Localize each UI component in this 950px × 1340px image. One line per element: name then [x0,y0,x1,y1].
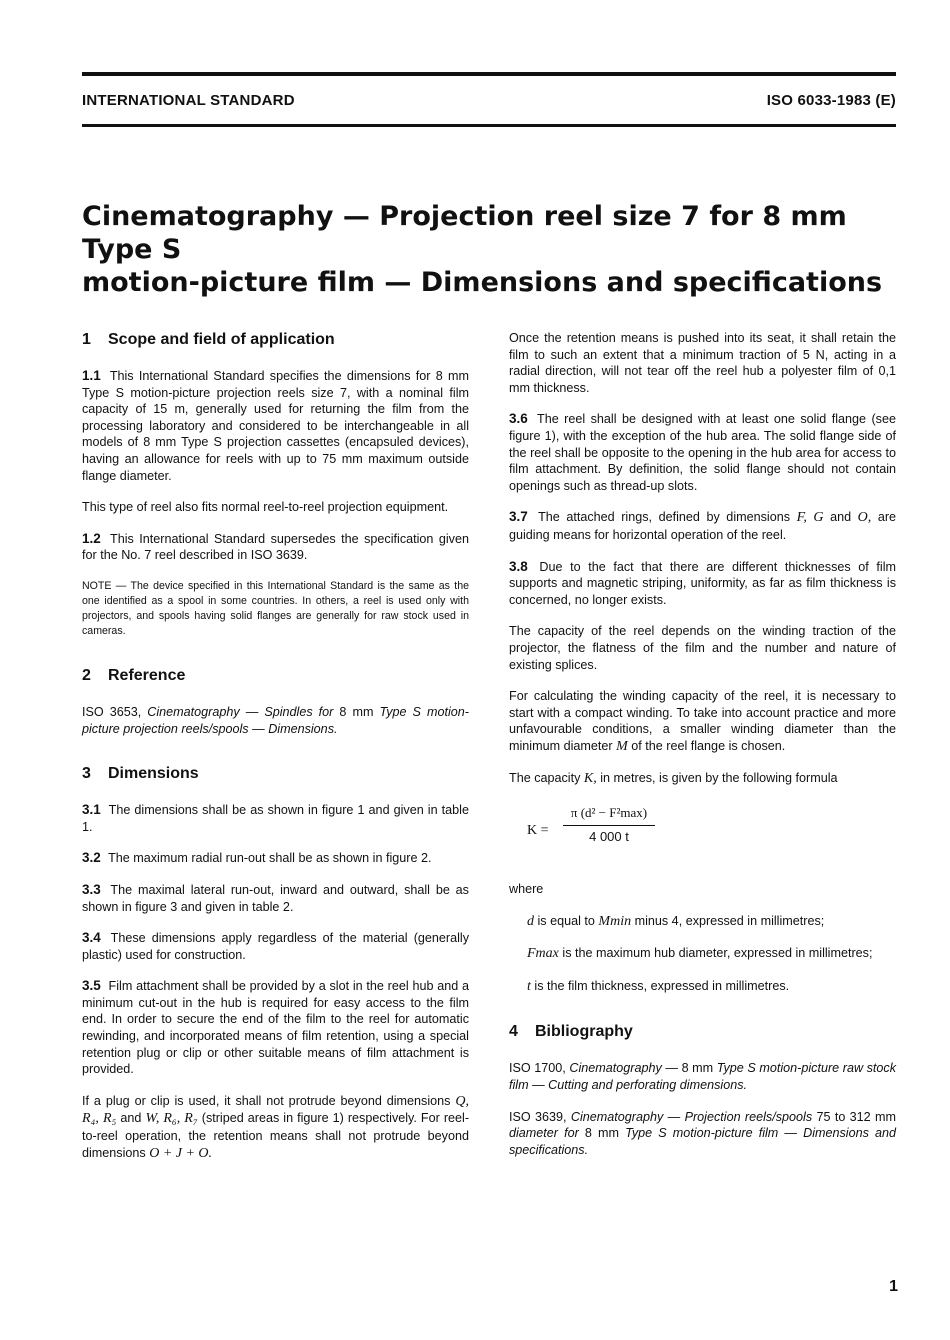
capacity-formula [509,803,896,869]
section-1-heading: 1 Scope and field of application [82,331,335,348]
clause-3-8-b: The capacity of the reel depends on the winding traction of the projector, the flatness of the film and the number and nature of existing splices. [509,624,896,672]
clause-3-8-c: For calculating the winding capacity of the reel, it is necessary to start with a compact winding. To take into account practice and more unfavourable conditions, a smaller winding diameter than the minimum diameter M of the reel flange is chosen. [509,689,896,754]
note: NOTE — The device specified in this International Standard is the same as the one identified as a spool in some countries. In others, a reel is used only with projectors, and spools having solid flanges are generally for raw stock used in cameras. [82,579,469,637]
clause-1-1: 1.1 This International Standard specifies the dimensions for 8 mm Type S motion-picture projection reels size 7, with a nominal film capacity of 15 m, generally used for returning the film from the processing laboratory and considered to be interchangeable in all models of 8 mm Type S projection cassettes (encapsuled devices), having an allowance for reels with up to 75 mm maximum outside flange diameter. [82,368,469,483]
formula-denominator: 4 000 t [589,828,629,844]
clause-3-4: 3.4 These dimensions apply regardless of the material (generally plastic) used for construction. [82,930,469,962]
formula-numerator: π (d² − F²max) [563,805,655,826]
title-line-2: motion-picture film — Dimensions and specifications [82,267,883,298]
clause-3-3: 3.3 The maximal lateral run-out, inward and outward, shall be as shown in figure 3 and given in table 2. [82,881,469,914]
document-title [82,200,912,299]
section-3-heading: 3 Dimensions [82,765,199,783]
bibliography-iso-3639: ISO 3639, Cinematography — Projection reels/spools 75 to 312 mm diameter for 8 mm Type S motion-picture film — Dimensions and specifications. [509,1109,897,1157]
header-standard-label: INTERNATIONAL STANDARD [82,92,295,109]
definition-d: d is equal to Mmin minus 4, expressed in millimetres; [527,913,825,929]
bibliography-iso-1700: ISO 1700, Cinematography — 8 mm Type S motion-picture raw stock film — Cutting and perforating dimensions. [509,1061,897,1093]
left-column [82,330,469,1177]
definition-fmax: Fmax is the maximum hub diameter, expressed in millimetres; [527,946,873,962]
right-column [509,330,896,1173]
clause-3-8: 3.8 Due to the fact that there are different thicknesses of film supports and magnetic striping, uniformity, as far as film thickness is concerned, no longer exists. [509,558,897,607]
section-2-heading: 2 Reference [82,666,186,684]
clause-3-1: 3.1 The dimensions shall be as shown in figure 1 and given in table 1. [82,802,469,834]
variable-definitions [509,913,896,996]
header-top-rule [82,72,896,76]
clause-1-2: 1.2 This International Standard supersedes the specification given for the No. 7 reel described in ISO 3639. [82,530,469,563]
reference-iso-3653: ISO 3653, Cinematography — Spindles for 8 mm Type S motion-picture projection reels/spools — Dimensions. [82,704,469,736]
clause-1-1-b: This type of reel also fits normal reel-to-reel projection equipment. [82,500,449,515]
clause-3-6: 3.6 The reel shall be designed with at least one solid flange (see figure 1), with the exception of the hub area. The solid flange side of the reel shall be opposite to the opening in the hub area for access to film attachment. By definition, the solid flange should not contain openings such as thread-up slots. [509,411,896,493]
header-standard-number: ISO 6033-1983 (E) [766,92,896,109]
definition-t: t is the film thickness, expressed in millimetres. [527,978,790,994]
clause-3-5: 3.5 Film attachment shall be provided by a slot in the reel hub and a minimum cut-out in the hub is required for easy access to the film end. In order to secure the end of the film to the reel for automatic rewinding, and incorporated means of film retention, using a special retention plug or clip or other suitable means of film attachment is provided. [82,978,469,1077]
title-line-1: Cinematography — Projection reel size 7 for 8 mm Type S [82,201,847,265]
clause-3-7: 3.7 The attached rings, defined by dimensions F, G and O, are guiding means for horizontal operation of the reel. [509,509,897,542]
clause-3-5-b: If a plug or clip is used, it shall not protrude beyond dimensions Q, R₄, R₅ and W, R₆, R₇ (striped areas in figure 1) respectively. For reel-to-reel operation, the retention means shall not protrude beyond dimensions O + J + O. [82,1093,470,1161]
clause-3-2: 3.2 The maximum radial run-out shall be as shown in figure 2. [82,850,432,866]
page-number: 1 [889,1278,898,1295]
where-label: where [509,882,544,897]
capacity-intro: The capacity K, in metres, is given by the following formula [509,771,838,787]
formula-lhs: K = [527,823,549,839]
section-4-heading: 4 Bibliography [509,1023,633,1041]
formula-fraction [563,805,655,845]
header-bottom-rule [82,124,896,127]
clause-3-5-c: Once the retention means is pushed into its seat, it shall retain the film to such an extent that a minimum traction of 5 N, acting in a radial direction, will not tear off the reel hub a polyester film of 0,1 mm thickness. [509,331,896,395]
